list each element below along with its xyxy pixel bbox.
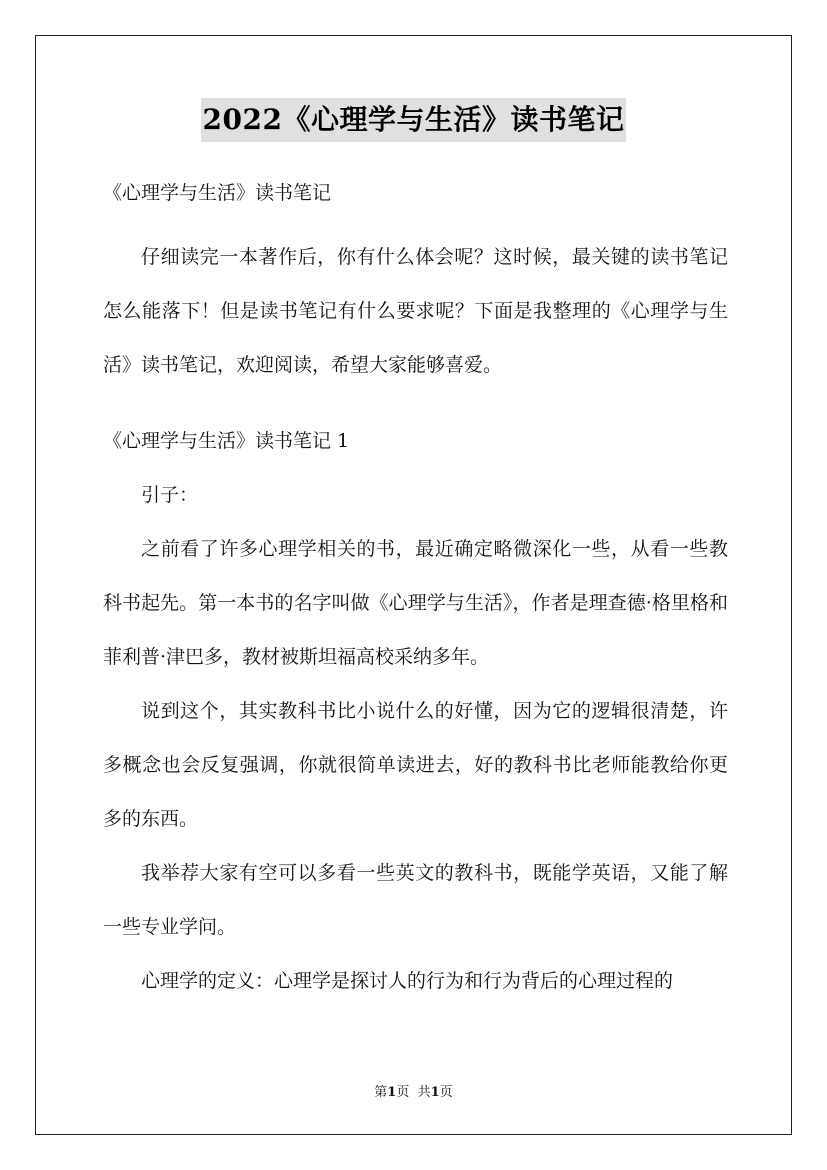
paragraph-definition: 心理学的定义：心理学是探讨人的行为和行为背后的心理过程的: [141, 970, 674, 992]
document-subtitle: 《心理学与生活》读书笔记: [103, 182, 332, 204]
section-title: 《心理学与生活》读书笔记 1: [103, 430, 350, 452]
paragraph-preface: 引子：: [141, 484, 199, 506]
page-number: 1: [387, 1085, 397, 1100]
document-body: [103, 176, 728, 1008]
intro-paragraph: 仔细读完一本著作后，你有什么体会呢？这时候，最关键的读书笔记怎么能落下！但是读书笔记有什么要求呢？下面是我整理的《心理学与生活》读书笔记，欢迎阅读，希望大家能够喜爱。: [103, 246, 728, 376]
page-label-prefix: 第: [374, 1085, 388, 1100]
page-footer: [0, 1084, 827, 1102]
document-title: 2022《心理学与生活》读书笔记: [201, 98, 627, 142]
page-label-suffix: 页: [396, 1085, 410, 1100]
title-container: [0, 98, 827, 142]
section-gap: [103, 392, 728, 424]
paragraph-textbooks: 说到这个，其实教科书比小说什么的好懂，因为它的逻辑很清楚，许多概念也会反复强调，你就很简单读进去，好的教科书比老师能教给你更多的东西。: [103, 700, 728, 830]
total-label-prefix: 共: [417, 1085, 431, 1100]
paragraph-recommendation: 我举荐大家有空可以多看一些英文的教科书，既能学英语，又能了解一些专业学问。: [103, 862, 728, 938]
paragraph-background: 之前看了许多心理学相关的书，最近确定略微深化一些，从看一些教科书起先。第一本书的名字叫做《心理学与生活》，作者是理查德·格里格和菲利普·津巴多，教材被斯坦福高校采纳多年。: [103, 538, 728, 668]
total-label-suffix: 页: [439, 1085, 453, 1100]
total-pages: 1: [430, 1085, 440, 1100]
